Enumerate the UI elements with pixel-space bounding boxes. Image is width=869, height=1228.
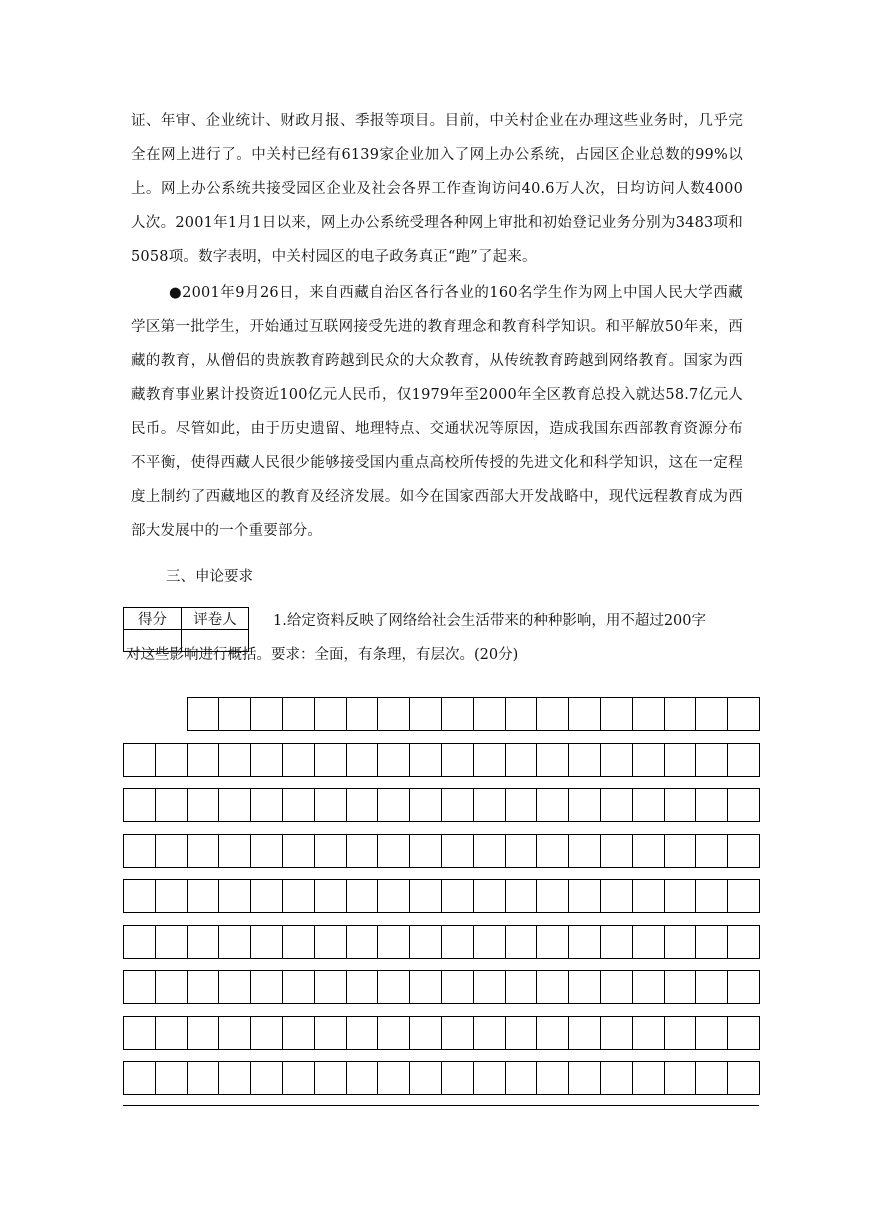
answer-cell[interactable] — [187, 743, 220, 777]
answer-cell[interactable] — [536, 697, 569, 731]
answer-cell[interactable] — [314, 879, 347, 913]
answer-cell[interactable] — [727, 1061, 760, 1095]
answer-cell[interactable] — [314, 834, 347, 868]
answer-cell[interactable] — [441, 970, 474, 1004]
score-label: 得分 — [124, 608, 182, 630]
answer-cell[interactable] — [664, 1061, 697, 1095]
answer-cell[interactable] — [409, 697, 442, 731]
answer-cell[interactable] — [727, 1016, 760, 1050]
answer-cell[interactable] — [695, 834, 728, 868]
answer-grid-row — [123, 1061, 759, 1095]
answer-cell[interactable] — [314, 697, 347, 731]
answer-cell[interactable] — [695, 743, 728, 777]
answer-cell[interactable] — [346, 1016, 379, 1050]
answer-cell[interactable] — [314, 1016, 347, 1050]
answer-cell[interactable] — [314, 970, 347, 1004]
answer-cell[interactable] — [473, 1016, 506, 1050]
answer-cell[interactable] — [282, 970, 315, 1004]
answer-cell[interactable] — [600, 925, 633, 959]
answer-cell[interactable] — [155, 788, 188, 822]
answer-cell[interactable] — [664, 834, 697, 868]
answer-grid-row — [123, 1016, 759, 1050]
answer-cell[interactable] — [600, 743, 633, 777]
answer-cell[interactable] — [632, 925, 665, 959]
answer-cell[interactable] — [568, 834, 601, 868]
answer-cell[interactable] — [250, 788, 283, 822]
answer-cell[interactable] — [695, 879, 728, 913]
answer-cell[interactable] — [155, 834, 188, 868]
answer-cell[interactable] — [282, 1061, 315, 1095]
answer-cell[interactable] — [441, 879, 474, 913]
bottom-rule — [123, 1105, 759, 1106]
answer-cell[interactable] — [409, 788, 442, 822]
answer-cell[interactable] — [409, 879, 442, 913]
answer-cell[interactable] — [314, 743, 347, 777]
answer-cell[interactable] — [536, 1016, 569, 1050]
answer-cell[interactable] — [695, 788, 728, 822]
answer-cell[interactable] — [282, 925, 315, 959]
answer-cell[interactable] — [727, 697, 760, 731]
answer-cell[interactable] — [441, 834, 474, 868]
answer-cell[interactable] — [155, 925, 188, 959]
answer-cell[interactable] — [123, 970, 156, 1004]
answer-cell[interactable] — [346, 743, 379, 777]
answer-cell[interactable] — [377, 743, 410, 777]
answer-cell[interactable] — [727, 743, 760, 777]
answer-cell[interactable] — [536, 743, 569, 777]
answer-cell[interactable] — [473, 925, 506, 959]
answer-cell[interactable] — [727, 834, 760, 868]
answer-cell[interactable] — [632, 743, 665, 777]
answer-cell[interactable] — [568, 925, 601, 959]
answer-cell[interactable] — [600, 834, 633, 868]
answer-cell[interactable] — [155, 970, 188, 1004]
answer-cell[interactable] — [155, 1061, 188, 1095]
answer-cell[interactable] — [727, 925, 760, 959]
answer-cell[interactable] — [377, 970, 410, 1004]
answer-cell[interactable] — [473, 834, 506, 868]
answer-cell[interactable] — [568, 1016, 601, 1050]
answer-cell[interactable] — [632, 834, 665, 868]
answer-cell[interactable] — [409, 1016, 442, 1050]
answer-cell[interactable] — [568, 879, 601, 913]
answer-cell[interactable] — [505, 1016, 538, 1050]
answer-cell[interactable] — [441, 788, 474, 822]
grader-label: 评卷人 — [182, 608, 249, 630]
answer-cell[interactable] — [632, 697, 665, 731]
answer-cell[interactable] — [536, 834, 569, 868]
answer-cell[interactable] — [473, 788, 506, 822]
answer-cell[interactable] — [123, 879, 156, 913]
answer-cell[interactable] — [409, 1061, 442, 1095]
answer-cell[interactable] — [695, 970, 728, 1004]
answer-cell[interactable] — [664, 925, 697, 959]
answer-cell[interactable] — [250, 834, 283, 868]
answer-cell[interactable] — [568, 788, 601, 822]
answer-cell[interactable] — [409, 743, 442, 777]
answer-cell[interactable] — [727, 970, 760, 1004]
answer-cell[interactable] — [664, 743, 697, 777]
answer-cell[interactable] — [441, 697, 474, 731]
answer-cell[interactable] — [505, 970, 538, 1004]
answer-cell[interactable] — [505, 925, 538, 959]
answer-cell[interactable] — [695, 697, 728, 731]
answer-cell[interactable] — [346, 925, 379, 959]
answer-cell[interactable] — [377, 788, 410, 822]
answer-cell[interactable] — [536, 879, 569, 913]
answer-cell[interactable] — [123, 743, 156, 777]
answer-cell[interactable] — [377, 834, 410, 868]
answer-cell[interactable] — [664, 788, 697, 822]
answer-grid-row — [123, 788, 759, 822]
paragraph-1: 证、年审、企业统计、财政月报、季报等项目。目前，中关村企业在办理这些业务时，几乎完全在网上进行了。中关村已经有6139家企业加入了网上办公系统，占园区企业总数的99%以上。网上办公系统共接受园区企业及社会各界工作查询访问40.6万人次，日均访问人数4000人次。2001年1月1日以来，网上办公系统受理各种网上审批和初始登记业务分别为3483项和5058项。数字表明，中关村园区的电子政务真正“跑”了起来。 — [131, 113, 743, 265]
answer-cell[interactable] — [218, 697, 251, 731]
answer-cell[interactable] — [282, 834, 315, 868]
answer-cell[interactable] — [282, 1016, 315, 1050]
answer-cell[interactable] — [250, 970, 283, 1004]
answer-cell[interactable] — [632, 1016, 665, 1050]
answer-cell[interactable] — [250, 743, 283, 777]
answer-cell[interactable] — [218, 879, 251, 913]
answer-cell[interactable] — [568, 1061, 601, 1095]
answer-cell[interactable] — [505, 879, 538, 913]
answer-cell[interactable] — [377, 925, 410, 959]
answer-cell[interactable] — [377, 697, 410, 731]
answer-cell[interactable] — [123, 834, 156, 868]
answer-cell[interactable] — [123, 1016, 156, 1050]
answer-cell[interactable] — [123, 788, 156, 822]
answer-cell[interactable] — [600, 788, 633, 822]
answer-cell[interactable] — [250, 697, 283, 731]
answer-cell[interactable] — [314, 788, 347, 822]
answer-cell[interactable] — [250, 925, 283, 959]
answer-cell[interactable] — [505, 743, 538, 777]
answer-cell[interactable] — [155, 879, 188, 913]
answer-cell[interactable] — [695, 925, 728, 959]
answer-cell[interactable] — [282, 788, 315, 822]
answer-cell[interactable] — [187, 1016, 220, 1050]
answer-cell[interactable] — [505, 697, 538, 731]
answer-cell[interactable] — [473, 743, 506, 777]
question-line-1: 1.给定资料反映了网络给社会生活带来的种种影响，用不超过200字 — [273, 613, 707, 629]
answer-cell[interactable] — [536, 925, 569, 959]
answer-cell[interactable] — [250, 879, 283, 913]
answer-cell[interactable] — [727, 788, 760, 822]
answer-cell[interactable] — [441, 1016, 474, 1050]
answer-cell[interactable] — [409, 834, 442, 868]
question-line-2: 对这些影响进行概括。要求：全面，有条理，有层次。(20分) — [126, 647, 519, 663]
answer-cell[interactable] — [441, 743, 474, 777]
answer-cell[interactable] — [727, 879, 760, 913]
answer-cell[interactable] — [187, 925, 220, 959]
answer-cell[interactable] — [218, 743, 251, 777]
answer-cell[interactable] — [346, 697, 379, 731]
answer-cell[interactable] — [250, 1061, 283, 1095]
answer-cell[interactable] — [346, 879, 379, 913]
answer-cell[interactable] — [218, 1061, 251, 1095]
answer-cell[interactable] — [155, 743, 188, 777]
answer-cell[interactable] — [377, 879, 410, 913]
answer-cell[interactable] — [377, 1061, 410, 1095]
answer-cell[interactable] — [568, 970, 601, 1004]
answer-cell[interactable] — [409, 970, 442, 1004]
answer-cell[interactable] — [473, 879, 506, 913]
answer-cell[interactable] — [600, 697, 633, 731]
answer-cell[interactable] — [218, 925, 251, 959]
answer-cell[interactable] — [536, 788, 569, 822]
answer-cell[interactable] — [409, 925, 442, 959]
answer-cell[interactable] — [664, 697, 697, 731]
answer-cell[interactable] — [441, 1061, 474, 1095]
answer-cell[interactable] — [187, 970, 220, 1004]
answer-grid-row — [123, 970, 759, 1004]
answer-cell[interactable] — [632, 879, 665, 913]
answer-cell[interactable] — [505, 788, 538, 822]
answer-cell[interactable] — [282, 743, 315, 777]
answer-cell[interactable] — [346, 970, 379, 1004]
answer-cell[interactable] — [346, 788, 379, 822]
answer-cell[interactable] — [187, 879, 220, 913]
answer-cell[interactable] — [282, 879, 315, 913]
answer-cell[interactable] — [473, 697, 506, 731]
answer-cell[interactable] — [187, 1061, 220, 1095]
answer-cell[interactable] — [473, 970, 506, 1004]
answer-cell[interactable] — [664, 879, 697, 913]
answer-cell[interactable] — [664, 970, 697, 1004]
answer-cell[interactable] — [187, 788, 220, 822]
answer-cell[interactable] — [218, 788, 251, 822]
answer-cell[interactable] — [377, 1016, 410, 1050]
answer-cell[interactable] — [314, 1061, 347, 1095]
answer-cell[interactable] — [123, 925, 156, 959]
answer-grid-row — [187, 697, 759, 731]
answer-cell[interactable] — [473, 1061, 506, 1095]
answer-cell[interactable] — [600, 879, 633, 913]
answer-grid-row — [123, 834, 759, 868]
answer-cell[interactable] — [314, 925, 347, 959]
answer-cell[interactable] — [695, 1061, 728, 1095]
answer-cell[interactable] — [187, 834, 220, 868]
answer-cell[interactable] — [568, 743, 601, 777]
answer-cell[interactable] — [282, 697, 315, 731]
paragraph-2: ●2001年9月26日，来自西藏自治区各行各业的160名学生作为网上中国人民大学西藏学区第一批学生，开始通过互联网接受先进的教育理念和教育科学知识。和平解放50年来，西藏的教育，从僧侣的贵族教育跨越到民众的大众教育，从传统教育跨越到网络教育。国家为西藏教育事业累计投资近100亿元人民币，仅1979年至2000年全区教育总投入就达58.7亿元人民币。尽管如此，由于历史遗留、地理特点、交通状况等原因，造成我国东西部教育资源分布不平衡，使得西藏人民很少能够接受国内重点高校所传授的先进文化和科学知识，这在一定程度上制约了西藏地区的教育及经济发展。如今在国家西部大开发战略中，现代远程教育成为西部大发展中的一个重要部分。 — [131, 285, 743, 539]
answer-cell[interactable] — [664, 1016, 697, 1050]
answer-cell[interactable] — [218, 1016, 251, 1050]
answer-cell[interactable] — [568, 697, 601, 731]
answer-cell[interactable] — [250, 1016, 283, 1050]
answer-grid-row — [123, 879, 759, 913]
answer-cell[interactable] — [346, 834, 379, 868]
answer-cell[interactable] — [346, 1061, 379, 1095]
answer-cell[interactable] — [632, 970, 665, 1004]
answer-cell[interactable] — [187, 697, 220, 731]
answer-cell[interactable] — [632, 1061, 665, 1095]
answer-cell[interactable] — [632, 788, 665, 822]
answer-cell[interactable] — [218, 834, 251, 868]
answer-cell[interactable] — [600, 970, 633, 1004]
answer-cell[interactable] — [536, 970, 569, 1004]
section-heading: 三、申论要求 — [166, 569, 253, 585]
answer-cell[interactable] — [218, 970, 251, 1004]
answer-cell[interactable] — [441, 925, 474, 959]
answer-cell[interactable] — [155, 1016, 188, 1050]
answer-cell[interactable] — [600, 1061, 633, 1095]
answer-cell[interactable] — [123, 1061, 156, 1095]
answer-cell[interactable] — [505, 1061, 538, 1095]
answer-grid-row — [123, 743, 759, 777]
answer-cell[interactable] — [695, 1016, 728, 1050]
answer-cell[interactable] — [536, 1061, 569, 1095]
answer-cell[interactable] — [505, 834, 538, 868]
answer-grid-row — [123, 925, 759, 959]
answer-cell[interactable] — [600, 1016, 633, 1050]
